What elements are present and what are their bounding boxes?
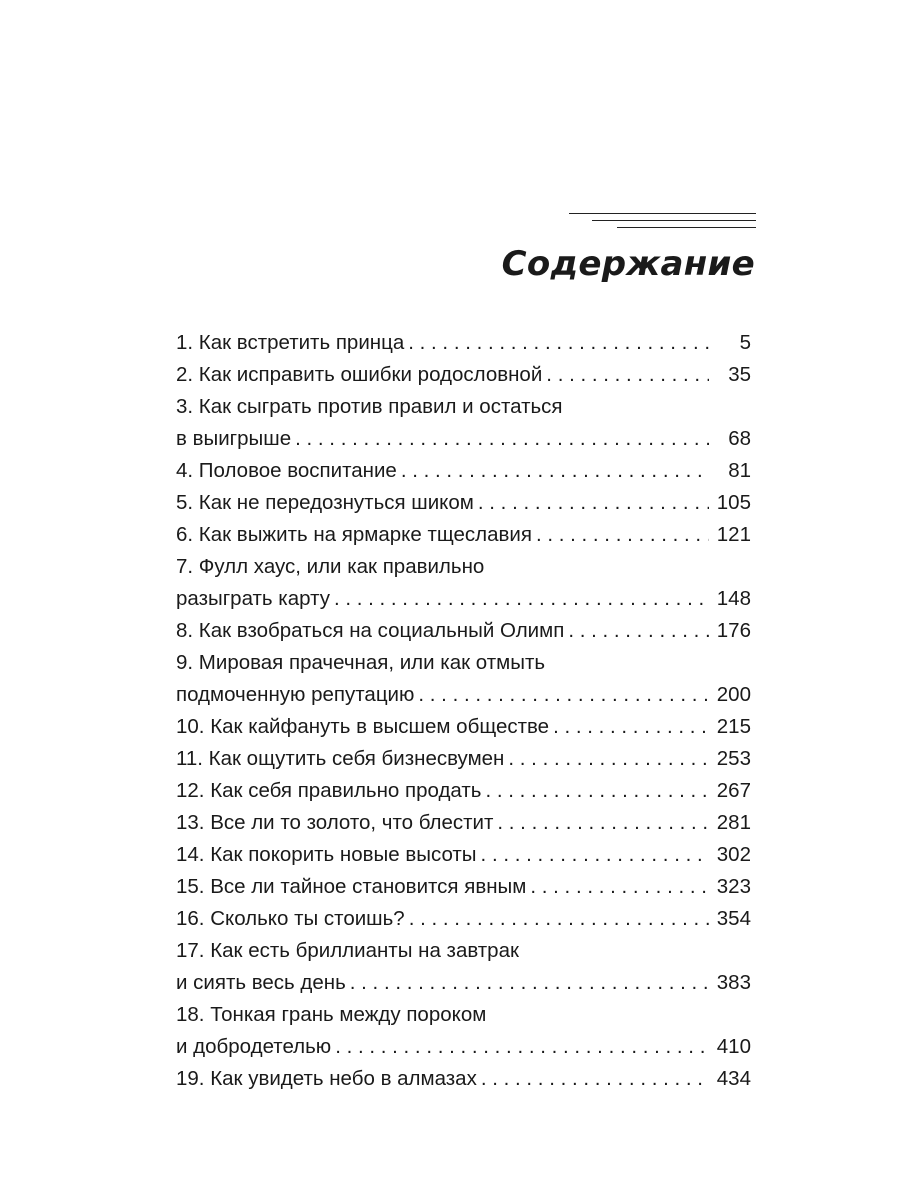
toc-entry-title: 11. Как ощутить себя бизнесвумен <box>176 747 505 770</box>
toc-page-number: 302 <box>716 843 751 866</box>
toc-page-number: 323 <box>716 875 751 898</box>
decorative-rule-top <box>569 213 756 214</box>
toc-entry-last-line <box>176 775 751 807</box>
toc-entry <box>176 615 751 647</box>
toc-entry <box>176 455 751 487</box>
table-of-contents <box>176 327 751 1095</box>
dot-leader <box>553 711 709 743</box>
toc-entry-last-line <box>176 711 751 743</box>
toc-entry-title: 19. Как увидеть небо в алмазах <box>176 1067 477 1090</box>
dot-leader <box>408 327 709 359</box>
toc-entry <box>176 647 751 711</box>
toc-page-number: 68 <box>728 427 751 450</box>
toc-entry-title: и добродетелью <box>176 1035 332 1058</box>
toc-entry-last-line <box>176 615 751 647</box>
dot-leader <box>478 487 709 519</box>
toc-entry-title: 1. Как встретить принца <box>176 331 405 354</box>
toc-entry-title: 5. Как не передознуться шиком <box>176 491 474 514</box>
toc-entry <box>176 999 751 1063</box>
toc-entry-title: 17. Как есть бриллианты на завтрак <box>176 939 519 962</box>
toc-entry-title: 15. Все ли тайное становится явным <box>176 875 527 898</box>
toc-entry-line <box>176 999 751 1031</box>
toc-entry <box>176 327 751 359</box>
toc-page-number: 354 <box>716 907 751 930</box>
toc-entry-line <box>176 551 751 583</box>
toc-entry <box>176 935 751 999</box>
toc-entry-line <box>176 647 751 679</box>
decorative-rule-middle <box>592 220 756 221</box>
toc-entry-last-line <box>176 903 751 935</box>
toc-entry-last-line <box>176 487 751 519</box>
toc-entry-last-line <box>176 359 751 391</box>
toc-entry-last-line <box>176 1031 751 1063</box>
toc-entry-title: 10. Как кайфануть в высшем обществе <box>176 715 550 738</box>
toc-entry-last-line <box>176 743 751 775</box>
toc-entry-title: 13. Все ли то золото, что блестит <box>176 811 494 834</box>
toc-entry-last-line <box>176 871 751 903</box>
dot-leader <box>335 1031 709 1063</box>
toc-entry <box>176 551 751 615</box>
dot-leader <box>334 583 709 615</box>
toc-entry-title: 6. Как выжить на ярмарке тщеславия <box>176 523 532 546</box>
toc-entry-title: в выигрыше <box>176 427 292 450</box>
dot-leader <box>418 679 709 711</box>
toc-entry-title: 4. Половое воспитание <box>176 459 397 482</box>
toc-entry-line <box>176 391 751 423</box>
dot-leader <box>530 871 709 903</box>
toc-entry-line <box>176 935 751 967</box>
toc-entry-title: 14. Как покорить новые высоты <box>176 843 477 866</box>
dot-leader <box>508 743 709 775</box>
toc-entry-last-line <box>176 583 751 615</box>
dot-leader <box>295 423 709 455</box>
toc-entry-last-line <box>176 807 751 839</box>
toc-entry-title: 2. Как исправить ошибки родословной <box>176 363 543 386</box>
dot-leader <box>350 967 709 999</box>
toc-page-number: 215 <box>716 715 751 738</box>
toc-entry-title: 18. Тонкая грань между пороком <box>176 1003 487 1026</box>
toc-entry-last-line <box>176 327 751 359</box>
dot-leader <box>497 807 709 839</box>
dot-leader <box>546 359 709 391</box>
toc-entry <box>176 487 751 519</box>
dot-leader <box>536 519 709 551</box>
dot-leader <box>568 615 709 647</box>
toc-entry-last-line <box>176 839 751 871</box>
toc-entry-last-line <box>176 679 751 711</box>
toc-entry <box>176 743 751 775</box>
toc-page-number: 434 <box>716 1067 751 1090</box>
toc-page-number: 200 <box>716 683 751 706</box>
toc-entry <box>176 903 751 935</box>
toc-page-number: 410 <box>716 1035 751 1058</box>
toc-entry-title: разыграть карту <box>176 587 330 610</box>
toc-page-number: 253 <box>716 747 751 770</box>
toc-entry <box>176 519 751 551</box>
toc-page-number: 35 <box>728 363 751 386</box>
toc-entry <box>176 775 751 807</box>
decorative-rule-bottom <box>617 227 756 228</box>
toc-entry-last-line <box>176 967 751 999</box>
toc-entry-title: 3. Как сыграть против правил и остаться <box>176 395 563 418</box>
toc-entry <box>176 359 751 391</box>
page-title: Содержание <box>501 244 755 284</box>
toc-page-number: 267 <box>716 779 751 802</box>
dot-leader <box>485 775 709 807</box>
toc-page-number: 383 <box>716 971 751 994</box>
toc-page-number: 81 <box>728 459 751 482</box>
dot-leader <box>481 839 709 871</box>
toc-entry-last-line <box>176 455 751 487</box>
toc-entry <box>176 711 751 743</box>
toc-entry <box>176 391 751 455</box>
toc-entry-title: 9. Мировая прачечная, или как отмыть <box>176 651 546 674</box>
toc-entry-title: подмоченную репутацию <box>176 683 415 706</box>
toc-page-number: 5 <box>739 331 751 354</box>
toc-page-number: 176 <box>716 619 751 642</box>
toc-page-number: 281 <box>716 811 751 834</box>
toc-entry <box>176 871 751 903</box>
dot-leader <box>401 455 709 487</box>
dot-leader <box>409 903 709 935</box>
toc-entry-last-line <box>176 1063 751 1095</box>
toc-entry <box>176 1063 751 1095</box>
toc-entry-title: 7. Фулл хаус, или как правильно <box>176 555 485 578</box>
toc-entry <box>176 839 751 871</box>
toc-page-number: 121 <box>716 523 751 546</box>
toc-entry-title: 16. Сколько ты стоишь? <box>176 907 405 930</box>
toc-entry-title: и сиять весь день <box>176 971 346 994</box>
toc-entry-title: 12. Как себя правильно продать <box>176 779 482 802</box>
toc-entry-last-line <box>176 423 751 455</box>
dot-leader <box>481 1063 709 1095</box>
toc-entry <box>176 807 751 839</box>
toc-entry-title: 8. Как взобраться на социальный Олимп <box>176 619 565 642</box>
toc-page-number: 148 <box>716 587 751 610</box>
toc-entry-last-line <box>176 519 751 551</box>
toc-page-number: 105 <box>716 491 751 514</box>
